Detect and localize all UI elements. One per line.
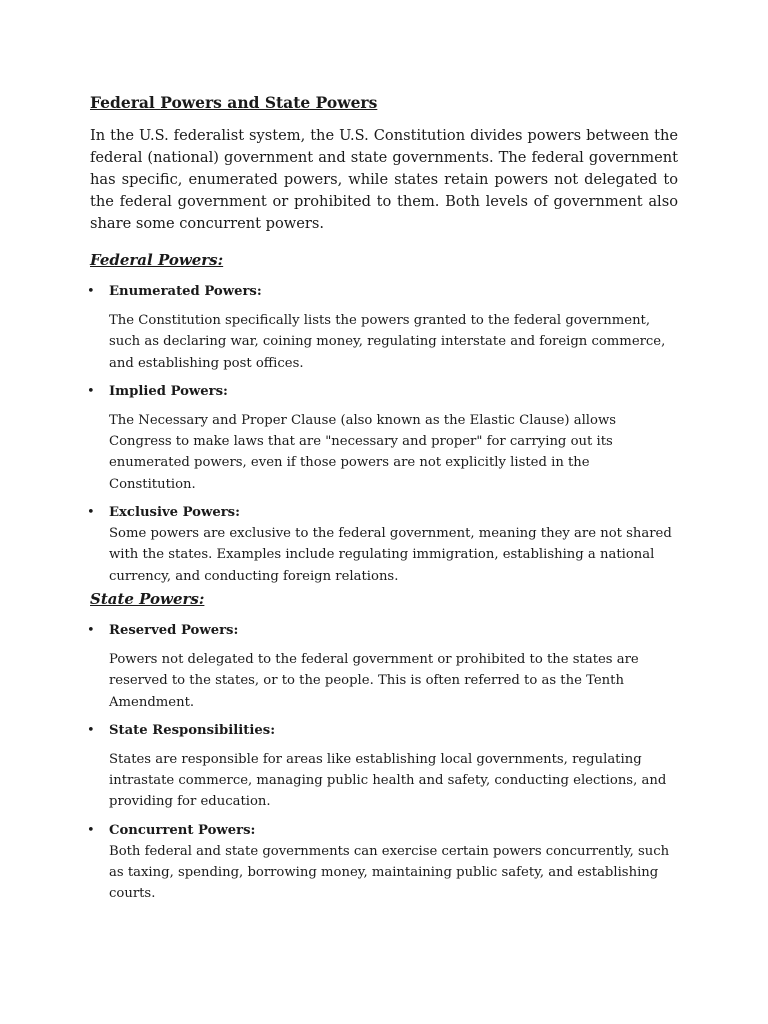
item-body: The Necessary and Proper Clause (also known as the Elastic Clause) allows Congress to make laws that are "necessary and proper" for carrying out its enumerated powers, even if those powers are not explicitly listed in the Constitution.	[109, 412, 617, 492]
bullet-icon: •	[87, 622, 95, 638]
item-title: Implied Powers:	[109, 383, 228, 399]
item-title: Concurrent Powers:	[109, 822, 256, 838]
item-body: Both federal and state governments can exercise certain powers concurrently, such as taxing, spending, borrowing money, maintaining public safety, and establishing courts.	[109, 843, 670, 902]
item-body: States are responsible for areas like establishing local governments, regulating intrastate commerce, managing public health and safety, conducting elections, and providing for education.	[109, 751, 667, 810]
document-page	[87, 92, 678, 905]
state-powers-heading: State Powers:	[90, 589, 205, 608]
bullet-icon: •	[87, 284, 95, 299]
bullet-icon: •	[87, 822, 95, 838]
federal-powers-list	[87, 281, 678, 587]
item-title: Enumerated Powers:	[109, 284, 262, 299]
state-powers-list	[87, 620, 678, 905]
item-body: The Constitution specifically lists the powers granted to the federal government, such as declaring war, coining money, regulating interstate and foreign commerce, and establishing post offices.	[109, 313, 666, 371]
list-item-state-responsibilities	[87, 720, 678, 813]
list-item-implied-powers	[87, 381, 678, 495]
list-item-concurrent-powers	[87, 820, 678, 905]
list-item-enumerated-powers	[87, 281, 678, 374]
bullet-icon: •	[87, 383, 95, 399]
list-item-exclusive-powers	[87, 502, 678, 587]
bullet-icon: •	[87, 722, 95, 738]
item-body: Powers not delegated to the federal government or prohibited to the states are reserved to the states, or to the people. This is often referred to as the Tenth Amendment.	[109, 651, 639, 710]
document-title: Federal Powers and State Powers	[90, 93, 378, 112]
list-item-reserved-powers	[87, 620, 678, 713]
intro-paragraph: In the U.S. federalist system, the U.S. Constitution divides powers between the federal (national) government and state governments. The federal government has specific, enumerated powers, while states retain powers not delegated to the federal government or prohibited to them. Both levels of government also share some concurrent powers.	[90, 127, 678, 232]
federal-powers-heading: Federal Powers:	[90, 251, 224, 269]
bullet-icon: •	[87, 505, 95, 521]
item-title: Exclusive Powers:	[109, 505, 240, 521]
item-title: Reserved Powers:	[109, 622, 239, 638]
item-body: Some powers are exclusive to the federal government, meaning they are not shared with the states. Examples include regulating immigration, establishing a national currency, and conducting foreign relations.	[109, 526, 672, 584]
item-title: State Responsibilities:	[109, 722, 276, 738]
